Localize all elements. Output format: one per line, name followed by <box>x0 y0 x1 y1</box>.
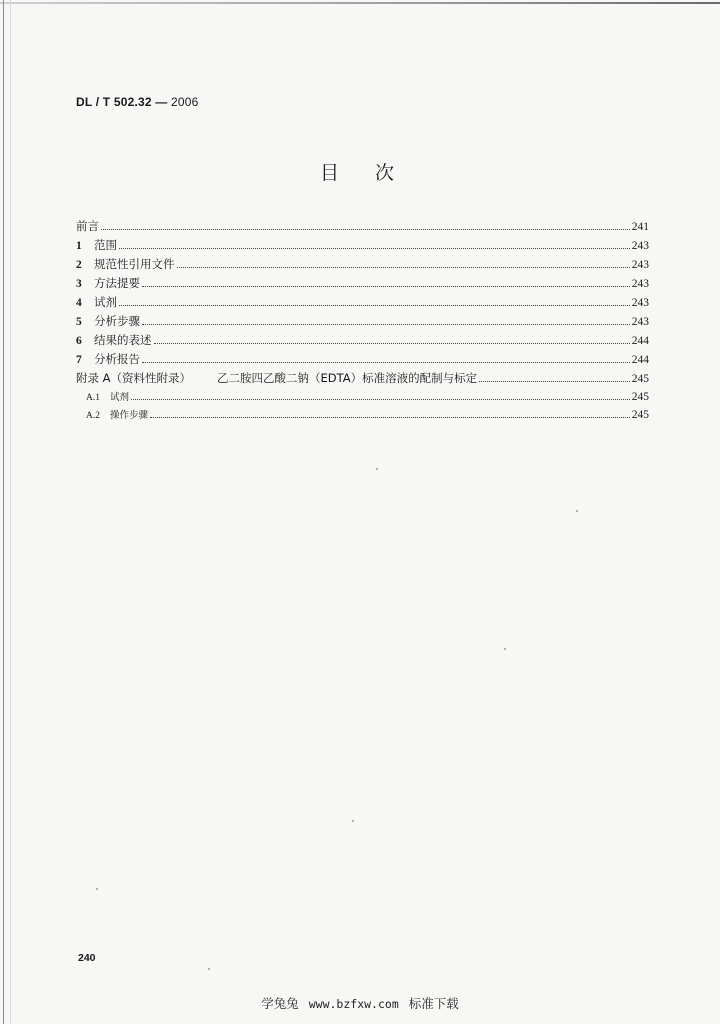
toc-leader <box>101 228 630 230</box>
appendix-title: 乙二胺四乙酸二钠（EDTA）标准溶液的配制与标定 <box>217 371 478 385</box>
toc-entry-label: 分析步骤 <box>94 314 140 328</box>
toc-leader <box>479 380 630 382</box>
toc-leader <box>142 361 630 363</box>
standard-code-text: DL / T 502.32 — <box>76 95 168 109</box>
toc-entry-number: 3 <box>76 278 82 290</box>
toc-leader <box>142 285 630 287</box>
watermark <box>0 994 720 1012</box>
standard-code <box>76 95 199 109</box>
toc-entry-number: 6 <box>76 335 82 347</box>
toc-entry-page: 244 <box>631 335 649 347</box>
watermark-url[interactable]: www.bzfxw.com <box>308 997 399 1011</box>
scan-edge-left <box>3 0 4 1024</box>
toc-entry-5[interactable] <box>76 313 649 332</box>
toc-entry-page: 245 <box>631 373 649 385</box>
toc-entry-page: 243 <box>631 316 649 328</box>
toc-entry-label: 操作步骤 <box>110 410 149 421</box>
toc-entry-a2[interactable] <box>76 407 649 425</box>
toc-entry-number: 4 <box>76 297 82 309</box>
toc-entry-foreword[interactable] <box>76 218 649 237</box>
toc-entry-label: 结果的表述 <box>94 333 152 347</box>
toc-entry-number: 5 <box>76 316 82 328</box>
toc-entry-2[interactable] <box>76 256 649 275</box>
toc-entry-page: 243 <box>631 240 649 252</box>
toc-entry-a1[interactable] <box>76 389 649 407</box>
toc-entry-1[interactable] <box>76 237 649 256</box>
toc-leader <box>131 398 630 400</box>
toc-entry-label: 前言 <box>76 219 99 233</box>
toc-entry-6[interactable] <box>76 332 649 351</box>
toc-entry-label: 试剂 <box>94 295 117 309</box>
toc-entry-number: A.2 <box>86 411 100 421</box>
toc-leader <box>142 323 630 325</box>
toc-entry-7[interactable] <box>76 351 649 370</box>
scan-speck <box>576 510 578 512</box>
page-title <box>320 158 394 185</box>
watermark-site-name: 学兔兔 <box>261 996 299 1011</box>
toc-entry-page: 243 <box>631 297 649 309</box>
appendix-label: 附录 A（资料性附录） <box>76 371 192 385</box>
scan-speck <box>504 648 506 650</box>
scan-speck <box>376 468 378 470</box>
toc-leader <box>119 247 630 249</box>
toc-entry-number: 7 <box>76 354 82 366</box>
title-char-1: 目 <box>320 162 340 184</box>
standard-year: 2006 <box>171 95 199 109</box>
toc-entry-label: 范围 <box>94 238 117 252</box>
toc-leader <box>150 416 630 418</box>
scan-edge-left-shadow <box>10 0 11 1024</box>
toc-entry-label: 规范性引用文件 <box>94 257 175 271</box>
toc-entry-page: 243 <box>631 278 649 290</box>
toc-leader <box>177 266 630 268</box>
scan-edge-top <box>0 2 720 4</box>
toc-entry-label: 分析报告 <box>94 352 140 366</box>
watermark-tagline: 标准下载 <box>408 996 459 1011</box>
toc-entry-page: 243 <box>631 259 649 271</box>
toc-entry-number: 1 <box>76 240 82 252</box>
toc-entry-3[interactable] <box>76 275 649 294</box>
page-number: 240 <box>78 952 96 964</box>
toc-entry-number: A.1 <box>86 393 100 403</box>
toc-entry-page: 245 <box>631 409 649 421</box>
scan-speck <box>208 968 210 970</box>
toc-entry-page: 244 <box>631 354 649 366</box>
toc-entry-label: 试剂 <box>110 392 130 403</box>
title-char-2: 次 <box>375 162 395 184</box>
toc-entry-4[interactable] <box>76 294 649 313</box>
toc-leader <box>154 342 630 344</box>
toc-entry-label: 方法提要 <box>94 276 140 290</box>
toc-entry-number: 2 <box>76 259 82 271</box>
toc-entry-appendix-a[interactable] <box>76 370 649 389</box>
toc-leader <box>119 304 630 306</box>
scan-speck <box>352 820 354 822</box>
toc-entry-page: 245 <box>631 391 649 403</box>
toc-entry-page: 241 <box>631 221 649 233</box>
table-of-contents <box>76 218 649 425</box>
scan-speck <box>96 888 98 890</box>
